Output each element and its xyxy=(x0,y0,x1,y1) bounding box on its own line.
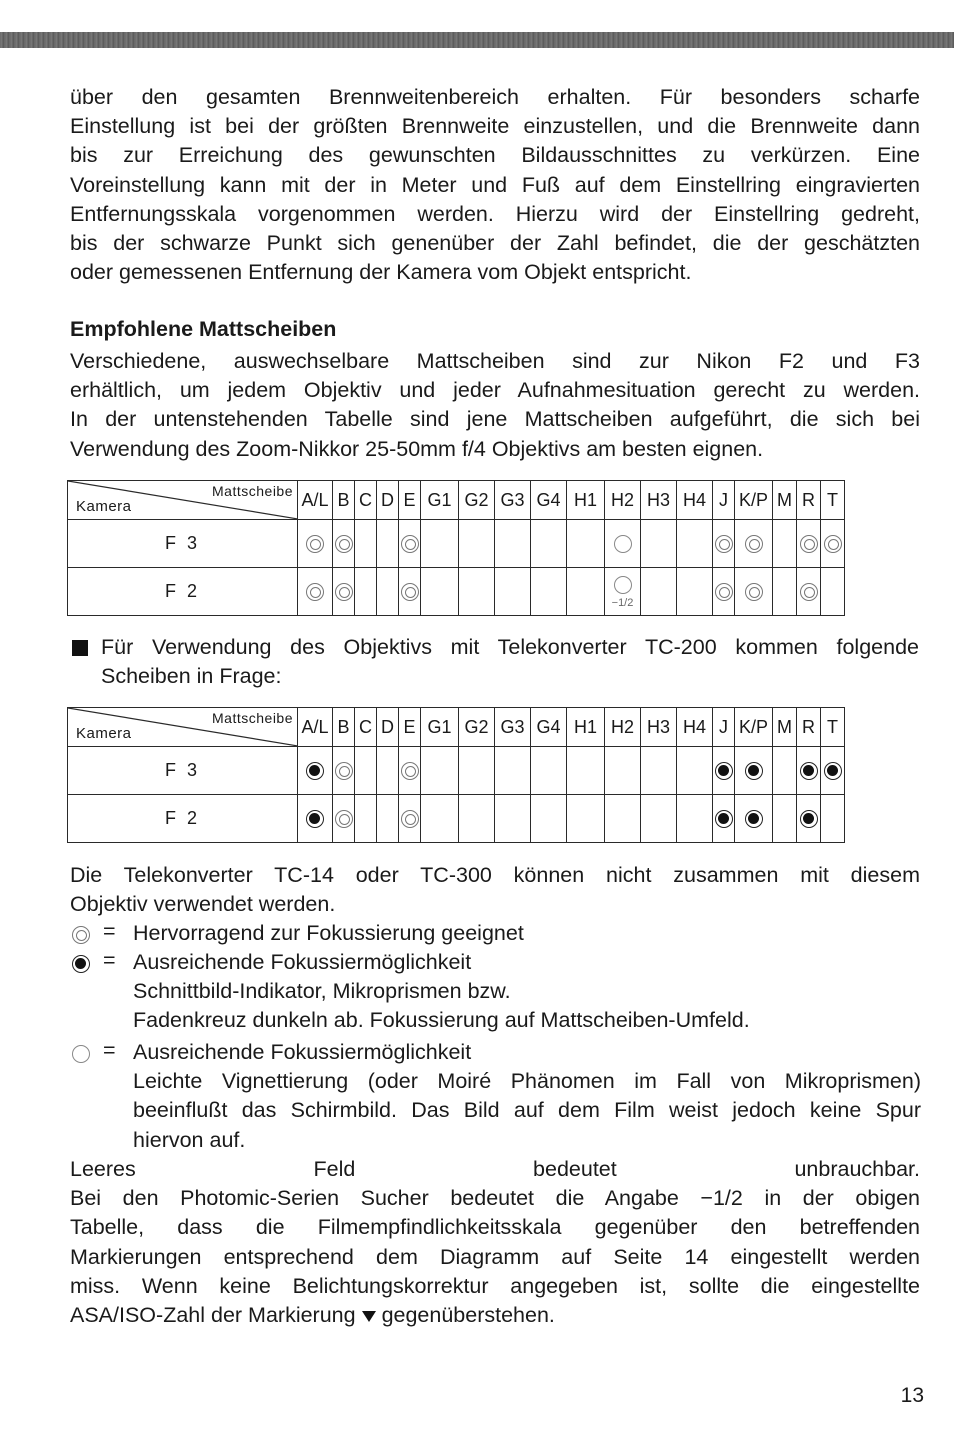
text-line: Für Verwendung des Objektivs mit Telekonverter TC-200 kommen folgende xyxy=(101,635,919,659)
text-line: Markierungen entsprechend dem Diagramm auf Seite 14 eingestellt werden xyxy=(70,1244,920,1269)
legend-line: Ausreichende Fokussiermöglichkeit xyxy=(133,1040,472,1064)
text-line: Voreinstellung kann mit der in Meter und Fuß auf dem Einstellring eingravierten xyxy=(70,172,920,197)
column-header: J xyxy=(713,481,735,520)
rating-excellent-icon xyxy=(335,535,353,553)
corner-label-mattscheibe: Mattscheibe xyxy=(212,710,293,726)
rating-cell xyxy=(797,747,821,795)
screen-table-teleconverter xyxy=(67,707,845,843)
bullet-square-icon xyxy=(72,640,88,656)
text-line: oder gemessenen Entfernung der Kamera vom Objekt entspricht. xyxy=(70,260,692,285)
rating-good-icon xyxy=(800,810,818,828)
text-line: Verschiedene, auswechselbare Mattscheiben sind zur Nikon F2 und F3 xyxy=(70,349,920,373)
column-header: G2 xyxy=(459,481,495,520)
table-row xyxy=(68,520,845,568)
legend-line: Leichte Vignettierung (oder Moiré Phänomen im Fall von Mikroprismen) xyxy=(133,1069,921,1094)
column-header: H1 xyxy=(567,481,605,520)
rating-excellent-icon xyxy=(800,583,818,601)
column-header: H1 xyxy=(567,708,605,747)
table-corner-header xyxy=(68,481,298,520)
rating-cell xyxy=(298,568,333,616)
rating-cell xyxy=(399,795,421,843)
camera-label: F 3 xyxy=(68,747,298,795)
rating-cell xyxy=(333,795,355,843)
rating-good-icon xyxy=(715,810,733,828)
legend-good-icon xyxy=(72,955,90,973)
table-row xyxy=(68,747,845,795)
rating-cell xyxy=(821,520,845,568)
rating-excellent-icon xyxy=(715,583,733,601)
text-line: Einstellung ist bei der größten Brennweite einzustellen, und die Brennweite dann xyxy=(70,114,920,139)
column-header: H4 xyxy=(677,708,713,747)
rating-cell xyxy=(333,747,355,795)
rating-cell xyxy=(421,568,459,616)
rating-cell xyxy=(377,520,399,568)
text-line: Verwendung des Zoom-Nikkor 25-50mm f/4 Objektivs am besten eignen. xyxy=(70,436,764,461)
camera-label: F 3 xyxy=(68,520,298,568)
text-line: Entfernungsskala vorgenommen werden. Hierzu wird der Einstellring gedreht, xyxy=(70,201,920,226)
closing-last-before: ASA/ISO-Zahl der Markierung xyxy=(70,1303,356,1327)
legend-good-text xyxy=(133,948,750,1036)
rating-cell xyxy=(567,795,605,843)
corner-label-kamera: Kamera xyxy=(76,498,132,515)
legend-line: Ausreichende Fokussiermöglichkeit xyxy=(133,950,472,974)
column-header: A/L xyxy=(298,481,333,520)
column-header: K/P xyxy=(735,708,773,747)
rating-cell xyxy=(531,520,567,568)
text-line: erhältlich, um jedem Objektiv und jeder Aufnahmesituation gerecht zu werden. xyxy=(70,378,920,403)
rating-cell xyxy=(495,568,531,616)
rating-cell xyxy=(713,747,735,795)
column-header: H3 xyxy=(641,708,677,747)
rating-cell xyxy=(567,747,605,795)
text-line: bis der schwarze Punkt sich genenüber der Zahl befindet, die der geschätzten xyxy=(70,231,920,256)
column-header: D xyxy=(377,708,399,747)
rating-cell xyxy=(355,568,377,616)
table-row xyxy=(68,568,845,616)
rating-good-icon xyxy=(800,762,818,780)
rating-cell xyxy=(531,747,567,795)
rating-cell xyxy=(677,747,713,795)
rating-cell xyxy=(677,795,713,843)
rating-cell xyxy=(821,795,845,843)
column-header: H4 xyxy=(677,481,713,520)
rating-cell xyxy=(641,747,677,795)
page-number: 13 xyxy=(900,1384,924,1407)
rating-good-icon xyxy=(745,762,763,780)
column-header: G2 xyxy=(459,708,495,747)
rating-cell xyxy=(377,747,399,795)
rating-cell xyxy=(495,747,531,795)
rating-cell xyxy=(773,795,797,843)
rating-cell xyxy=(459,795,495,843)
column-header: G3 xyxy=(495,708,531,747)
rating-good-icon xyxy=(306,762,324,780)
rating-cell xyxy=(298,520,333,568)
rating-excellent-icon xyxy=(824,535,842,553)
rating-cell xyxy=(797,568,821,616)
screen-table-standard xyxy=(67,480,845,616)
column-header: B xyxy=(333,708,355,747)
rating-cell xyxy=(713,795,735,843)
rating-cell xyxy=(735,747,773,795)
rating-cell xyxy=(605,520,641,568)
camera-label: F 2 xyxy=(68,795,298,843)
rating-excellent-icon xyxy=(401,762,419,780)
column-header: H2 xyxy=(605,708,641,747)
column-header: G3 xyxy=(495,481,531,520)
rating-excellent-icon xyxy=(335,762,353,780)
rating-excellent-icon xyxy=(401,535,419,553)
rating-cell xyxy=(713,520,735,568)
teleconverter-paragraph xyxy=(101,633,919,691)
rating-cell xyxy=(797,795,821,843)
legend-acceptable-text xyxy=(133,1038,921,1155)
rating-cell xyxy=(797,520,821,568)
rating-cell xyxy=(677,520,713,568)
legend-line: Schnittbild-Indikator, Mikroprismen bzw. xyxy=(133,979,511,1004)
rating-cell xyxy=(399,747,421,795)
rating-cell xyxy=(495,520,531,568)
column-header: C xyxy=(355,708,377,747)
rating-cell xyxy=(531,795,567,843)
rating-cell xyxy=(677,568,713,616)
column-header: G4 xyxy=(531,708,567,747)
table-row xyxy=(68,795,845,843)
rating-cell xyxy=(821,568,845,616)
column-header: T xyxy=(821,708,845,747)
table-corner-header xyxy=(68,708,298,747)
rating-cell xyxy=(713,568,735,616)
rating-excellent-icon xyxy=(715,535,733,553)
rating-cell xyxy=(355,747,377,795)
column-header: H2 xyxy=(605,481,641,520)
exposure-note: −1/2 xyxy=(611,597,634,609)
rating-excellent-icon xyxy=(745,583,763,601)
rating-good-icon xyxy=(824,762,842,780)
rating-good-icon xyxy=(715,762,733,780)
rating-cell xyxy=(567,568,605,616)
column-header: E xyxy=(399,708,421,747)
rating-cell xyxy=(641,795,677,843)
rating-cell xyxy=(355,795,377,843)
rating-cell xyxy=(459,520,495,568)
rating-cell xyxy=(333,520,355,568)
section-heading: Empfohlene Mattscheiben xyxy=(70,317,337,341)
text-line: Bei den Photomic-Serien Sucher bedeutet die Angabe −1/2 in der obigen xyxy=(70,1186,920,1211)
rating-excellent-icon xyxy=(335,810,353,828)
rating-excellent-icon xyxy=(745,535,763,553)
rating-cell xyxy=(355,520,377,568)
corner-label-mattscheibe: Mattscheibe xyxy=(212,483,293,499)
text-line: In der untenstehenden Tabelle sind jene Mattscheiben aufgeführt, die sich bei xyxy=(70,407,920,432)
legend-excellent-icon xyxy=(72,926,90,944)
rating-cell xyxy=(567,520,605,568)
text-line: Objektiv verwendet werden. xyxy=(70,892,336,917)
text-line: bis zur Erreichung des gewunschten Bildausschnittes zu verkürzen. Eine xyxy=(70,143,920,168)
column-header: R xyxy=(797,481,821,520)
section-paragraph xyxy=(70,347,920,464)
text-line: Die Telekonverter TC-14 oder TC-300 können nicht zusammen mit diesem xyxy=(70,863,920,887)
rating-cell xyxy=(459,747,495,795)
rating-cell xyxy=(377,795,399,843)
column-header: M xyxy=(773,481,797,520)
column-header: G1 xyxy=(421,708,459,747)
top-scan-bar xyxy=(0,32,954,48)
rating-cell xyxy=(735,568,773,616)
column-header: J xyxy=(713,708,735,747)
column-header: M xyxy=(773,708,797,747)
column-header: B xyxy=(333,481,355,520)
legend-acceptable-icon xyxy=(72,1045,90,1063)
corner-label-kamera: Kamera xyxy=(76,725,132,742)
rating-cell xyxy=(399,520,421,568)
rating-excellent-icon xyxy=(800,535,818,553)
marker-triangle-icon xyxy=(362,1311,376,1322)
text-line: Leeres Feld bedeutet unbrauchbar. xyxy=(70,1157,920,1181)
legend-excellent-text: Hervorragend zur Fokussierung geeignet xyxy=(133,921,524,945)
rating-cell xyxy=(459,568,495,616)
column-header: G4 xyxy=(531,481,567,520)
legend-line: hiervon auf. xyxy=(133,1127,246,1152)
closing-paragraph xyxy=(70,1155,920,1301)
intro-paragraph xyxy=(70,83,920,287)
legend-equals: = xyxy=(103,1038,116,1062)
rating-excellent-icon xyxy=(335,583,353,601)
rating-cell xyxy=(605,747,641,795)
rating-cell xyxy=(531,568,567,616)
rating-cell xyxy=(421,795,459,843)
column-header: R xyxy=(797,708,821,747)
column-header: E xyxy=(399,481,421,520)
rating-excellent-icon xyxy=(306,583,324,601)
rating-cell xyxy=(773,520,797,568)
column-header: T xyxy=(821,481,845,520)
rating-cell xyxy=(333,568,355,616)
text-line: Tabelle, dass die Filmempfindlichkeitsskala gegenüber den betreffenden xyxy=(70,1215,920,1240)
rating-excellent-icon xyxy=(401,583,419,601)
rating-cell xyxy=(421,747,459,795)
rating-cell xyxy=(821,747,845,795)
incompatibility-paragraph xyxy=(70,861,920,919)
rating-cell xyxy=(605,795,641,843)
rating-good-icon xyxy=(306,810,324,828)
column-header: A/L xyxy=(298,708,333,747)
rating-cell xyxy=(773,568,797,616)
rating-cell xyxy=(399,568,421,616)
rating-excellent-icon xyxy=(306,535,324,553)
camera-label: F 2 xyxy=(68,568,298,616)
rating-good-icon xyxy=(745,810,763,828)
rating-acceptable-icon xyxy=(614,576,632,594)
legend-equals: = xyxy=(103,948,116,972)
column-header: G1 xyxy=(421,481,459,520)
rating-cell xyxy=(735,795,773,843)
legend-line: Fadenkreuz dunkeln ab. Fokussierung auf Mattscheiben-Umfeld. xyxy=(133,1008,750,1033)
column-header: D xyxy=(377,481,399,520)
closing-last-line xyxy=(70,1301,920,1330)
rating-cell xyxy=(641,520,677,568)
column-header: C xyxy=(355,481,377,520)
rating-cell xyxy=(605,568,641,616)
rating-cell xyxy=(298,795,333,843)
rating-cell xyxy=(421,520,459,568)
rating-cell xyxy=(495,795,531,843)
rating-cell xyxy=(641,568,677,616)
legend-equals: = xyxy=(103,919,116,943)
column-header: H3 xyxy=(641,481,677,520)
rating-cell xyxy=(773,747,797,795)
rating-cell xyxy=(298,747,333,795)
text-line: Scheiben in Frage: xyxy=(101,664,282,689)
rating-cell xyxy=(735,520,773,568)
column-header: K/P xyxy=(735,481,773,520)
text-line: miss. Wenn keine Belichtungskorrektur angegeben ist, sollte die eingestellte xyxy=(70,1273,920,1298)
rating-excellent-icon xyxy=(401,810,419,828)
legend-line: beeinflußt das Schirmbild. Das Bild auf dem Film weist jedoch keine Spur xyxy=(133,1098,921,1123)
closing-last-after: gegenüberstehen. xyxy=(381,1303,555,1327)
rating-acceptable-icon xyxy=(614,535,632,553)
rating-cell xyxy=(377,568,399,616)
text-line: über den gesamten Brennweitenbereich erhalten. Für besonders scharfe xyxy=(70,85,920,109)
